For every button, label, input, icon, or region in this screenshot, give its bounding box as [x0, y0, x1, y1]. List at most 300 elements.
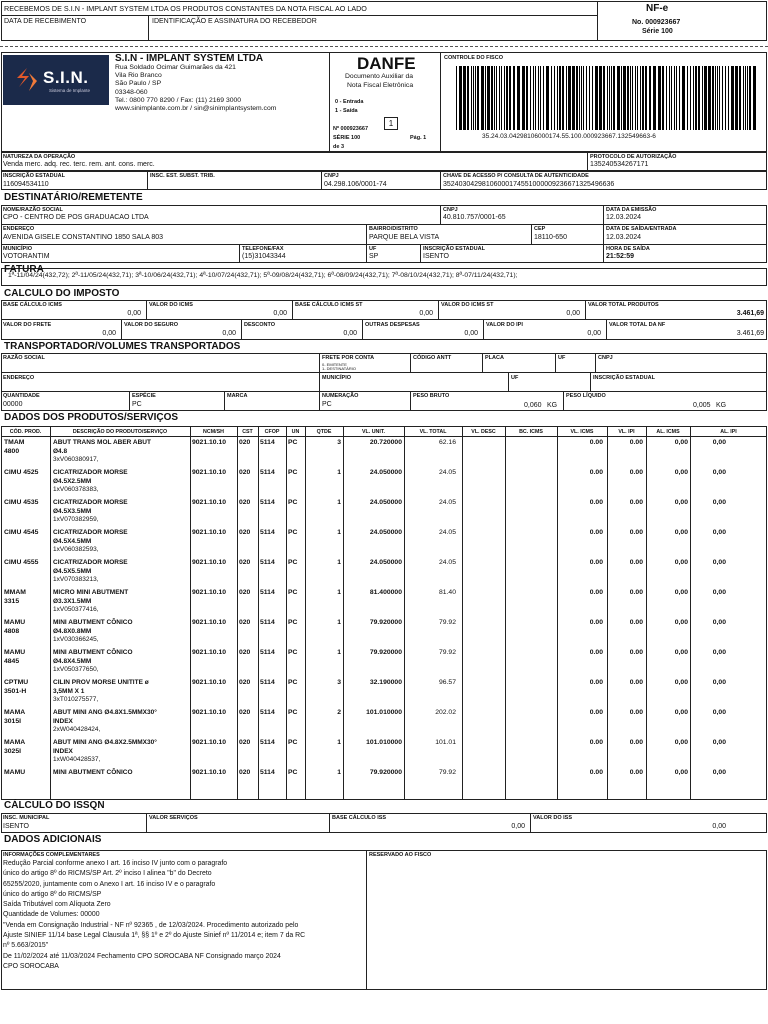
adicionais-titulo: DADOS ADICIONAIS: [4, 834, 102, 845]
descricao: MICRO MINI ABUTMENT: [53, 589, 129, 596]
transp-placa-label: PLACA: [485, 355, 504, 361]
logo-text: S.I.N.: [43, 68, 89, 87]
dest-bairro: PARQUE BELA VISTA: [369, 234, 440, 241]
barcode-bar: [658, 66, 661, 130]
cod-prod: TMAM: [4, 439, 25, 446]
al-ipi: 0,00: [712, 769, 726, 776]
barcode-bar: [530, 66, 531, 130]
barcode-bar: [745, 66, 746, 130]
barcode-bar: [735, 66, 738, 130]
barcode-bar: [499, 66, 500, 130]
ncm: 9021.10.10: [192, 589, 227, 596]
descricao: Ø3.3X1.5MM: [53, 597, 92, 605]
vl-total: 62.16: [438, 439, 456, 446]
vl-unit: 81.400000: [369, 589, 402, 596]
base-st: 0,00: [419, 310, 433, 317]
vl-total: 79.92: [438, 649, 456, 656]
danfe-de: de 3: [333, 144, 345, 150]
dest-fone-label: TELEFONE/FAX: [242, 246, 284, 252]
transp-marca-label: MARCA: [227, 393, 248, 399]
cst: 020: [239, 739, 251, 746]
transp-qtd: 00000: [3, 401, 23, 408]
vl-icms: 0.00: [589, 589, 603, 596]
cst: 020: [239, 769, 251, 776]
transp-frete-opt1: 0- EMITENTE: [322, 362, 347, 367]
emitente-nome: S.I.N - IMPLANT SYSTEM LTDA: [115, 53, 264, 64]
cfop: 5114: [260, 619, 275, 626]
cod-prod: MAMA: [4, 709, 26, 716]
ncm: 9021.10.10: [192, 529, 227, 536]
descricao: Ø4.8X0.8MM: [53, 627, 92, 635]
barcode-bar: [535, 66, 536, 130]
dest-endereco: AVENIDA GISELE CONSTANTINO 1850 SALA 803: [3, 234, 164, 241]
un: PC: [288, 439, 298, 446]
cod-prod: CPTMU: [4, 679, 29, 686]
barcode-bar: [719, 66, 720, 130]
un: PC: [288, 589, 298, 596]
al-icms: 0,00: [674, 439, 688, 446]
un: PC: [288, 679, 298, 686]
ncm: 9021.10.10: [192, 709, 227, 716]
canhoto-recebemos: RECEBEMOS DE S.I.N - IMPLANT SYSTEM LTDA OS PRODUTOS CONSTANTES DA NOTA FISCAL AO LADO: [4, 4, 367, 13]
col-header: CÓD. PROD.: [9, 429, 42, 435]
barcode-bar: [640, 66, 641, 130]
qtde: 1: [337, 559, 341, 566]
vl-ipi: 0.00: [629, 529, 643, 536]
ncm: 9021.10.10: [192, 559, 227, 566]
barcode-bar: [621, 66, 622, 130]
descricao: CICATRIZADOR MORSE: [53, 559, 128, 566]
un: PC: [288, 739, 298, 746]
barcode-bar: [546, 66, 549, 130]
logo-mark-icon: [15, 67, 39, 93]
col-header: BC. ICMS: [519, 429, 543, 435]
barcode-bar: [682, 66, 685, 130]
cod-prod: MMAM: [4, 589, 26, 596]
al-icms: 0,00: [674, 709, 688, 716]
danfe-saida: 1 - Saída: [335, 108, 358, 114]
cod-prod: MAMU: [4, 619, 26, 626]
transportador-box: [1, 353, 767, 411]
barcode-bar: [572, 66, 575, 130]
ncm: 9021.10.10: [192, 499, 227, 506]
produtos-titulo: DADOS DOS PRODUTOS/SERVIÇOS: [4, 412, 179, 423]
col-header: CFOP: [264, 429, 280, 435]
descricao: Ø4.8X4.5MM: [53, 657, 92, 665]
base-st-label: BASE CÁLCULO ICMS ST: [295, 302, 363, 308]
barcode-bar: [693, 66, 694, 130]
frete-label: VALOR DO FRETE: [3, 322, 52, 328]
descricao: ABUT TRANS MOL ABER ABUT: [53, 439, 151, 446]
barcode-bar: [687, 66, 688, 130]
barcode-bar: [522, 66, 525, 130]
total-nf: 3.461,69: [736, 330, 764, 337]
vl-unit: 79.920000: [369, 619, 402, 626]
vl-unit: 79.920000: [369, 769, 402, 776]
info-linha: 65255/2020, juntamente com o Anexo I art. 16 inciso IV e o paragrafo: [3, 880, 216, 888]
cst: 020: [239, 709, 251, 716]
destinatario-titulo: DESTINATÁRIO/REMETENTE: [4, 192, 143, 203]
cfop: 5114: [260, 739, 275, 746]
canhoto-identificacao-label: IDENTIFICAÇÃO E ASSINATURA DO RECEBEDOR: [152, 18, 317, 25]
dest-municipio: VOTORANTIM: [3, 253, 50, 260]
barcode-bar: [599, 66, 602, 130]
emitente-endereco: [115, 64, 276, 113]
qtde: 1: [337, 739, 341, 746]
cnpj-valor: 04.298.106/0001-74: [324, 181, 387, 188]
vl-icms: 0.00: [589, 739, 603, 746]
barcode-bar: [557, 66, 558, 130]
un: PC: [288, 709, 298, 716]
cst: 020: [239, 439, 251, 446]
vl-total: 96.57: [438, 679, 456, 686]
lote: 1xV070382959,: [53, 516, 99, 523]
lote: 3xT010275577,: [53, 696, 99, 703]
vl-unit: 24.050000: [369, 559, 402, 566]
descricao: Ø4.5X2.5MM: [53, 477, 92, 485]
barcode-bar: [481, 66, 484, 130]
barcode-bar: [613, 66, 615, 130]
info-linha: Saída Tributável com Alíquota Zero: [3, 901, 111, 909]
al-icms: 0,00: [674, 649, 688, 656]
barcode-bar: [471, 66, 472, 130]
vl-total: 79.92: [438, 619, 456, 626]
cod-prod: CIMU 4545: [4, 529, 39, 536]
barcode-bar: [491, 66, 493, 130]
ipi-label: VALOR DO IPI: [486, 322, 523, 328]
vl-total: 81.40: [438, 589, 456, 596]
danfe-tipo-box: [384, 117, 398, 130]
al-ipi: 0,00: [712, 649, 726, 656]
barcode-bar: [722, 66, 723, 130]
issqn-insc-label: INSC. MUNICIPAL: [3, 815, 50, 821]
cod-prod: CIMU 4555: [4, 559, 39, 566]
danfe-entrada: 0 - Entrada: [335, 99, 364, 105]
cod-prod: 4845: [4, 658, 20, 665]
descricao: CICATRIZADOR MORSE: [53, 499, 128, 506]
al-ipi: 0,00: [712, 619, 726, 626]
col-header: CST: [242, 429, 253, 435]
logo-sub: Sistema de Implante: [49, 88, 91, 93]
barcode-bar: [653, 66, 656, 130]
danfe-titulo: DANFE: [357, 54, 416, 73]
info-linha: "Venda em Consignação Industrial - NF nº 92365 , de 12/03/2024. Procedimento autorizado pelo: [3, 921, 299, 929]
info-linha: Quantidade de Volumes: 00000: [3, 911, 100, 919]
barcode-bar: [715, 66, 716, 130]
descricao: Ø4.5X3.5MM: [53, 507, 92, 515]
issqn-iss-label: VALOR DO ISS: [533, 815, 573, 821]
cst: 020: [239, 469, 251, 476]
barcode-bar: [506, 66, 508, 130]
imposto-titulo: CALCULO DO IMPOSTO: [4, 288, 120, 299]
dest-ie-label: INSCRIÇÃO ESTADUAL: [423, 246, 485, 252]
barcode-bar: [728, 66, 729, 130]
cfop: 5114: [260, 439, 275, 446]
vl-total: 101.01: [435, 739, 456, 746]
transp-bruto-un: KG: [547, 402, 558, 409]
un: PC: [288, 529, 298, 536]
barcode-bar: [674, 66, 675, 130]
dest-ie: ISENTO: [423, 253, 449, 260]
vl-icms: 0.00: [589, 769, 603, 776]
col-header: QTDE: [316, 429, 332, 435]
transp-frete-opt2: 1- DESTINATÁRIO: [322, 366, 356, 371]
barcode-bar: [712, 66, 714, 130]
barcode-bar: [463, 66, 466, 130]
al-icms: 0,00: [674, 619, 688, 626]
al-ipi: 0,00: [712, 709, 726, 716]
un: PC: [288, 769, 298, 776]
adicionais-info-label: INFORMAÇÕES COMPLEMENTARES: [3, 852, 100, 858]
col-header: AL. IPI: [720, 429, 737, 435]
vl-ipi: 0.00: [629, 559, 643, 566]
transp-numeracao-label: NUMERAÇÃO: [322, 393, 359, 399]
fatura-label: FATURA: [4, 264, 44, 275]
lote: 3xV060380917,: [53, 456, 99, 463]
al-ipi: 0,00: [712, 469, 726, 476]
vl-unit: 24.050000: [369, 529, 402, 536]
canhoto-numero: No. 000923667: [632, 19, 681, 26]
cut-line: [0, 46, 768, 47]
vl-total: 24.05: [438, 559, 456, 566]
canhoto-nfe: NF-e: [646, 3, 669, 14]
barcode-bar: [538, 66, 539, 130]
info-linha: único do artigo 8º do RICMS/SP Art. 2º inciso I alinea "b" do Decreto: [3, 870, 212, 878]
cod-prod: MAMU: [4, 649, 26, 656]
protocolo-valor: 135240534267171: [590, 161, 649, 168]
barcode-bar: [477, 66, 479, 130]
cod-prod: CIMU 4525: [4, 469, 39, 476]
danfe-sub2: Nota Fiscal Eletrônica: [347, 82, 414, 89]
info-linha: De 11/02/2024 até 11/03/2024 Fechamento CPO SOROCABA NF Consignado março 2024: [3, 952, 281, 960]
transportador-titulo: TRANSPORTADOR/VOLUMES TRANSPORTADOS: [4, 341, 241, 352]
cod-prod: MAMA: [4, 739, 26, 746]
transp-liquido: 0,005: [693, 402, 711, 409]
transp-municipio-label: MUNICÍPIO: [322, 375, 352, 381]
dest-uf: SP: [369, 253, 379, 260]
al-ipi: 0,00: [712, 529, 726, 536]
cst: 020: [239, 559, 251, 566]
dest-emissao: 12.03.2024: [606, 214, 642, 221]
barcode-bar: [753, 66, 756, 130]
barcode-bar: [725, 66, 726, 130]
cfop: 5114: [260, 529, 275, 536]
barcode-bar: [635, 66, 636, 130]
barcode-bar: [623, 66, 626, 130]
dest-municipio-label: MUNICÍPIO: [3, 246, 33, 252]
barcode-bar: [679, 66, 680, 130]
cfop: 5114: [260, 649, 275, 656]
descricao: ABUT MINI ANG Ø4.8X1.5MMX30°: [53, 709, 157, 716]
base-icms-label: BASE CÁLCULO ICMS: [3, 302, 62, 308]
outras-label: OUTRAS DESPESAS: [365, 322, 420, 328]
dest-cep-label: CEP: [534, 226, 546, 232]
barcode-bar: [666, 66, 667, 130]
barcode-bar: [637, 66, 638, 130]
vl-total: 202.02: [435, 709, 456, 716]
qtde: 1: [337, 499, 341, 506]
chave-label: CHAVE DE ACESSO P/ CONSULTA DE AUTENTICIDADE: [443, 173, 589, 179]
emitente-linha: Rua Soldado Ocimar Guimarães da 421: [115, 64, 236, 71]
vl-ipi: 0.00: [629, 499, 643, 506]
barcode-bar: [551, 66, 552, 130]
outras: 0,00: [464, 330, 478, 337]
dest-fone: (15)31043344: [242, 253, 286, 260]
barcode-bar: [749, 66, 751, 130]
cfop: 5114: [260, 769, 275, 776]
fatura-valor: 1ª-11/04/24(432,72); 2ª-11/05/24(432,71); 3ª-10/06/24(432,71); 4ª-10/07/24(432,71); 5ª-09/08/24(432,71); 6ª-08/09/24(432,71); 7ª-08/10/24(432,71); 8ª-07/11/24(432,71);: [8, 272, 518, 279]
barcode-bar: [698, 66, 700, 130]
transp-bruto-label: PESO BRUTO: [413, 393, 450, 399]
cod-prod: 3501-H: [4, 688, 27, 695]
natureza-label: NATUREZA DA OPERAÇÃO: [3, 154, 76, 160]
desconto-label: DESCONTO: [244, 322, 276, 328]
dest-hora-label: HORA DE SAÍDA: [606, 246, 650, 252]
dest-uf-label: UF: [369, 246, 377, 252]
issqn-insc: ISENTO: [3, 823, 29, 830]
barcode-bar: [494, 66, 495, 130]
barcode-bar: [475, 66, 476, 130]
col-header: VL. ICMS: [570, 429, 594, 435]
info-linha: nº 5.663/2015": [3, 942, 49, 950]
qtde: 1: [337, 469, 341, 476]
cfop: 5114: [260, 559, 275, 566]
al-icms: 0,00: [674, 559, 688, 566]
qtde: 2: [337, 709, 341, 716]
barcode-bar: [676, 66, 677, 130]
total-nf-label: VALOR TOTAL DA NF: [609, 322, 666, 328]
desconto: 0,00: [343, 330, 357, 337]
barcode-bar: [690, 66, 691, 130]
vl-total: 24.05: [438, 529, 456, 536]
barcode-bar: [627, 66, 629, 130]
barcode-bar: [662, 66, 664, 130]
barcode-bar: [576, 66, 578, 130]
cfop: 5114: [260, 469, 275, 476]
barcode-bar: [708, 66, 711, 130]
al-ipi: 0,00: [712, 739, 726, 746]
descricao: ABUT MINI ANG Ø4.8X2.5MMX30°: [53, 739, 157, 746]
lote: 2xW040428424,: [53, 726, 101, 733]
valor-icms-label: VALOR DO ICMS: [149, 302, 193, 308]
chave-valor: 35240304298106000174551000009236671325496636: [443, 181, 615, 188]
vl-total: 24.05: [438, 469, 456, 476]
vl-unit: 101.010000: [366, 709, 402, 716]
barcode-bar: [579, 66, 580, 130]
ncm: 9021.10.10: [192, 619, 227, 626]
cst: 020: [239, 649, 251, 656]
vl-unit: 24.050000: [369, 469, 402, 476]
transp-ie-label: INSCRIÇÃO ESTADUAL: [593, 375, 655, 381]
col-header: VL. DESC: [471, 429, 496, 435]
al-ipi: 0,00: [712, 679, 726, 686]
seguro: 0,00: [222, 330, 236, 337]
transp-frete-label: FRETE POR CONTA: [322, 355, 375, 361]
inscricao-st-label: INSC. EST. SUBST. TRIB.: [150, 173, 215, 179]
al-ipi: 0,00: [712, 559, 726, 566]
descricao: INDEX: [53, 747, 73, 755]
dest-emissao-label: DATA DA EMISSÃO: [606, 207, 657, 213]
transp-qtd-label: QUANTIDADE: [3, 393, 40, 399]
descricao: CICATRIZADOR MORSE: [53, 529, 128, 536]
barcode-bar: [526, 66, 528, 130]
barcode-bar: [540, 66, 541, 130]
vl-unit: 79.920000: [369, 649, 402, 656]
vl-ipi: 0.00: [629, 709, 643, 716]
descricao: CICATRIZADOR MORSE: [53, 469, 128, 476]
vl-ipi: 0.00: [629, 589, 643, 596]
transp-especie-label: ESPÉCIE: [132, 393, 156, 399]
qtde: 1: [337, 619, 341, 626]
emitente-linha: Vila Rio Branco: [115, 72, 162, 80]
barcode-bar: [609, 66, 610, 130]
dest-nome-label: NOME/RAZÃO SOCIAL: [3, 207, 63, 213]
cnpj-label: CNPJ: [324, 173, 339, 179]
cfop: 5114: [260, 499, 275, 506]
al-ipi: 0,00: [712, 439, 726, 446]
cod-prod: CIMU 4535: [4, 499, 39, 506]
transp-numeracao: PC: [322, 401, 332, 408]
danfe-serie: SÉRIE 100: [333, 135, 361, 141]
vl-unit: 32.190000: [369, 679, 402, 686]
barcode-bar: [543, 66, 544, 130]
qtde: 1: [337, 589, 341, 596]
info-linha: Redução Parcial conforme anexo I art. 16 inciso IV junto com o paragrafo: [3, 860, 228, 867]
emitente-linha: São Paulo / SP: [115, 80, 162, 88]
dest-endereco-label: ENDEREÇO: [3, 226, 35, 232]
barcode-bar: [747, 66, 748, 130]
dest-hora: 21:52:59: [606, 253, 635, 260]
vl-icms: 0.00: [589, 709, 603, 716]
danfe-pag: Pág. 1: [410, 135, 427, 141]
logo: [3, 55, 109, 105]
cst: 020: [239, 589, 251, 596]
cod-prod: 3315: [4, 598, 20, 605]
canhoto-serie: Série 100: [642, 28, 673, 35]
ncm: 9021.10.10: [192, 679, 227, 686]
transp-liquido-label: PESO LÍQUIDO: [566, 393, 606, 399]
al-icms: 0,00: [674, 679, 688, 686]
al-icms: 0,00: [674, 589, 688, 596]
transp-uf-label: UF: [558, 355, 566, 361]
barcode-bar: [671, 66, 672, 130]
info-linha: Ajuste SINIEF 11/14 base Legal Clausula 1ª, §§ 1º e 2º do Ajuste Sinief nº 11/2014 e; item 7 da RC: [3, 932, 306, 940]
barcode-bar: [617, 66, 620, 130]
dest-saida-label: DATA DE SAÍDA/ENTRADA: [606, 226, 677, 232]
barcode-bar: [669, 66, 670, 130]
al-icms: 0,00: [674, 769, 688, 776]
barcode-bar: [595, 66, 598, 130]
cst: 020: [239, 679, 251, 686]
descricao: Ø4.5X5.5MM: [53, 567, 92, 575]
descricao: CILIN PROV MORSE UNITITE ø: [53, 679, 149, 686]
barcode-bar: [607, 66, 608, 130]
lote: 1xV060382593,: [53, 546, 99, 553]
barcode-bar: [642, 66, 644, 130]
col-header: UN: [291, 429, 300, 435]
ncm: 9021.10.10: [192, 739, 227, 746]
col-header: VL. IPI: [618, 429, 635, 435]
al-icms: 0,00: [674, 529, 688, 536]
barcode-bar: [717, 66, 718, 130]
vl-ipi: 0.00: [629, 769, 643, 776]
cfop: 5114: [260, 709, 275, 716]
col-header: DESCRIÇÃO DO PRODUTO/SERVIÇO: [72, 429, 168, 435]
descricao: 3,5MM X 1: [53, 687, 85, 695]
danfe-sub1: Documento Auxiliar da: [345, 73, 414, 80]
ncm: 9021.10.10: [192, 439, 227, 446]
vl-total: 79.92: [438, 769, 456, 776]
